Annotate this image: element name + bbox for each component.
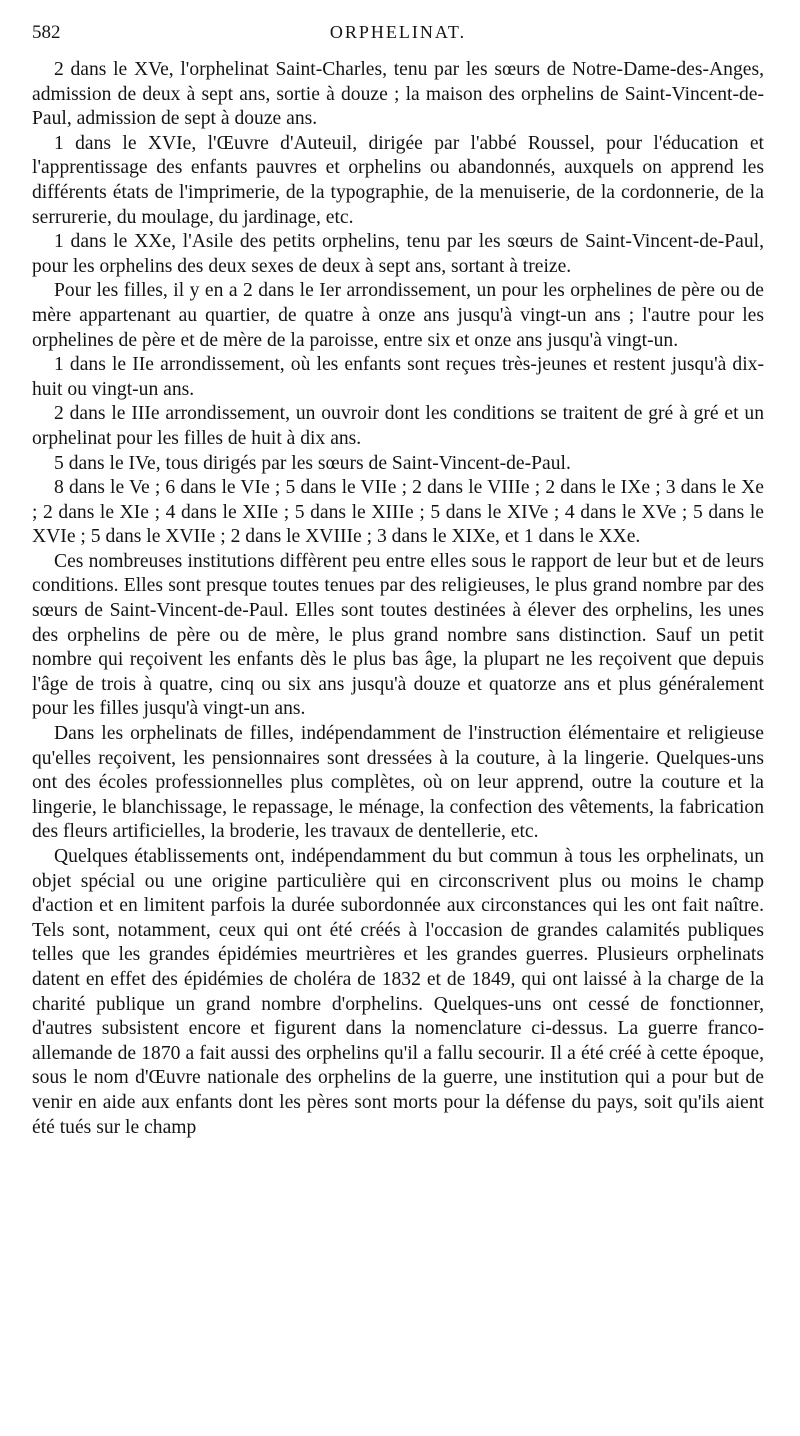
paragraph: 1 dans le IIe arrondissement, où les enfants sont reçues très-jeunes et restent jusqu'à dix-huit ou vingt-un ans. [32, 354, 764, 400]
paragraph: 1 dans le XXe, l'Asile des petits orphelins, tenu par les sœurs de Saint-Vincent-de-Paul, pour les orphelins des deux sexes de deux à sept ans, sortant à treize. [32, 231, 764, 277]
paragraph: 1 dans le XVIe, l'Œuvre d'Auteuil, dirigée par l'abbé Roussel, pour l'éducation et l'apprentissage des enfants pauvres et orphelins ou abandonnés, auxquels on apprend les différents états de l'imprimerie, de la typographie, de la menuiserie, de la cordonnerie, de la serrurerie, du moulage, du jardinage, etc. [32, 132, 764, 228]
paragraph: 5 dans le IVe, tous dirigés par les sœurs de Saint-Vincent-de-Paul. [54, 452, 571, 474]
paragraph: Ces nombreuses institutions diffèrent peu entre elles sous le rapport de leur but et de leurs conditions. Elles sont presque toutes tenues par des religieuses, le plus grand nombre par des sœurs de Saint-Vincent-de-Paul. Elles sont toutes destinées à élever des orphelins, les unes des orphelins de père ou de mère, le plus grand nombre sans distinction. Sauf un petit nombre qui reçoivent les enfants dès le plus bas âge, la plupart ne les reçoivent que depuis l'âge de trois à quatre, cinq ou six ans jusqu'à douze et quatorze ans et plus généralement pour les filles jusqu'à vingt-un ans. [32, 550, 764, 720]
page-number: 582 [32, 22, 61, 43]
paragraph: 2 dans le IIIe arrondissement, un ouvroir dont les conditions se traitent de gré à gré et un orphelinat pour les filles de huit à dix ans. [32, 403, 764, 449]
page-header [32, 22, 764, 50]
body-text [32, 58, 764, 1140]
paragraph: 2 dans le XVe, l'orphelinat Saint-Charles, tenu par les sœurs de Notre-Dame-des-Anges, admission de deux à sept ans, sortie à douze ; la maison des orphelins de Saint-Vincent-de-Paul, admission de sept à douze ans. [32, 59, 764, 130]
paragraph: Dans les orphelinats de filles, indépendamment de l'instruction élémentaire et religieuse qu'elles reçoivent, les pensionnaires sont dressées à la couture, à la lingerie. Quelques-uns ont des écoles professionnelles plus complètes, où on leur apprend, outre la couture et la lingerie, le blanchissage, le repassage, le ménage, la confection des vêtements, la fabrication des fleurs artificielles, la broderie, les travaux de dentellerie, etc. [32, 723, 764, 843]
paragraph: Pour les filles, il y en a 2 dans le Ier arrondissement, un pour les orphelines de père ou de mère appartenant au quartier, de quatre à onze ans jusqu'à vingt-un ans ; l'autre pour les orphelines de père et de mère de la paroisse, entre six et onze ans jusqu'à vingt-un. [32, 280, 764, 351]
paragraph: 8 dans le Ve ; 6 dans le VIe ; 5 dans le VIIe ; 2 dans le VIIIe ; 2 dans le IXe ; 3 dans le Xe ; 2 dans le XIe ; 4 dans le XIIe ; 5 dans le XIIIe ; 5 dans le XIVe ; 4 dans le XVe ; 5 dans le XVIe ; 5 dans le XVIIe ; 2 dans le XVIIIe ; 3 dans le XIXe, et 1 dans le XXe. [32, 477, 764, 548]
paragraph: Quelques établissements ont, indépendamment du but commun à tous les orphelinats, un objet spécial ou une origine particulière qui en circonscrivent plus ou moins le champ d'action et en limitent parfois la durée subordonnée aux circonstances qui les ont fait naître. Tels sont, notamment, ceux qui ont été créés à l'occasion de grandes calamités publiques telles que les grandes épidémies meurtrières et les grandes guerres. Plusieurs orphelinats datent en effet des épidémies de choléra de 1832 et de 1849, qui ont laissé à la charge de la charité publique un grand nombre d'orphelins. Quelques-uns ont cessé de fonctionner, d'autres subsistent encore et figurent dans la nomenclature ci-dessus. La guerre franco-allemande de 1870 a fait aussi des orphelins qu'il a fallu secourir. Il a été créé à cette époque, sous le nom d'Œuvre nationale des orphelins de la guerre, une institution qui a pour but de venir en aide aux enfants dont les pères sont morts pour la défense du pays, soit qu'ils aient été tués sur le champ [32, 846, 764, 1138]
document-page [32, 22, 764, 1140]
running-title: ORPHELINAT. [329, 22, 467, 42]
